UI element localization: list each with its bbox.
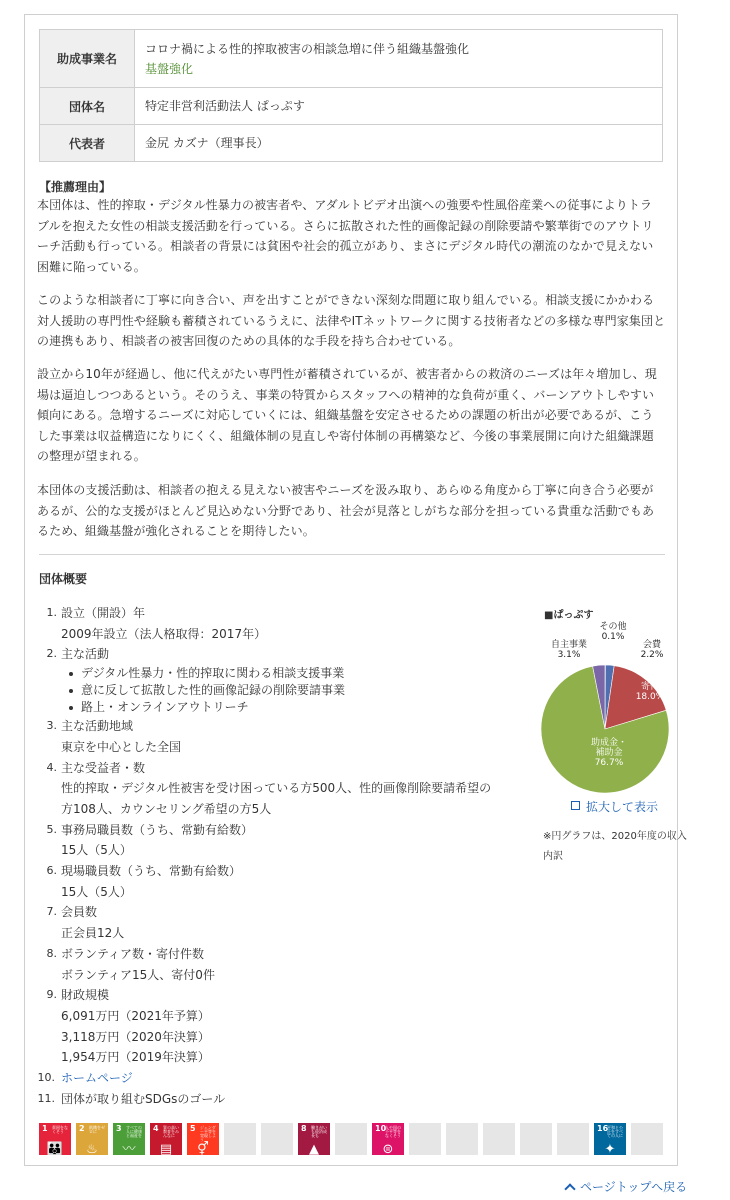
reason-paragraph-3 <box>37 364 667 467</box>
enlarge-label: 拡大して表示 <box>586 800 659 814</box>
project-name-cell <box>135 30 663 88</box>
page-top-link[interactable] <box>566 1178 687 1195</box>
sdg-goal-placeholder <box>335 1123 367 1155</box>
row-label-representative: 代表者 <box>40 125 135 162</box>
sdg-glyph: ⚥ <box>197 1142 209 1155</box>
list-item <box>39 1089 519 1110</box>
sdg-title: すべての人に健康と福祉を <box>126 1125 142 1138</box>
row-label-org: 団体名 <box>40 88 135 125</box>
sdg-number: 5 <box>190 1124 196 1133</box>
reason-paragraph-1 <box>37 195 667 277</box>
item-value: 3,118万円（2020年決算） <box>61 1029 210 1044</box>
item-label: 財政規模 <box>61 988 110 1003</box>
project-tag: 基盤強化 <box>145 61 194 76</box>
sdg-title: 飢餓をゼロに <box>89 1125 105 1134</box>
bullet-item: 路上・オンラインアウトリーチ <box>81 699 519 716</box>
item-label: 事務局職員数（うち、常勤有給数） <box>61 822 254 837</box>
sdg-goal-placeholder <box>631 1123 663 1155</box>
sdg-goal-placeholder <box>261 1123 293 1155</box>
pie-slice-value: 3.1% <box>557 650 581 660</box>
text-line: 場は逼迫しつつあるという。そのうえ、事業の特質からスタッフへの精神的な負荷が重く、バーンアウトしやすい <box>37 387 655 402</box>
sdg-number: 8 <box>301 1124 307 1133</box>
sdg-glyph: ♨ <box>86 1142 98 1155</box>
item-value: ボランティア15人、寄付0件 <box>61 967 215 982</box>
text-line: このような相談者に丁寧に向き合い、声を出すことができない深刻な問題に取り組んでいる。相談支援にかかわる <box>37 293 655 307</box>
enlarge-chart-link[interactable] <box>571 798 658 815</box>
item-label: ボランティア数・寄付件数 <box>61 946 205 961</box>
item-label: 会員数 <box>61 905 98 920</box>
homepage-link[interactable]: ホームページ <box>61 1071 133 1086</box>
list-item <box>39 1068 519 1089</box>
bullet-item: デジタル性暴力・性的搾取に関わる相談支援事業 <box>81 665 519 682</box>
item-label: 主な活動 <box>61 647 110 662</box>
text-line: ブルを抱えた女性の相談支援活動を行っている。さらに拡散された性的画像記録の削除要請や繁華街でのアウトリ <box>37 218 654 233</box>
sdg-goal-placeholder <box>520 1123 552 1155</box>
project-name: コロナ禍による性的搾取被害の相談急増に伴う組織基盤強化 <box>145 41 470 56</box>
chart-note: ※円グラフは、2020年度の収入内訳 <box>543 831 687 862</box>
text-line: 本団体は、性的搾取・デジタル性暴力の被害者や、アダルトビデオ出演への強要や性風俗産業への従事によりトラ <box>37 198 653 212</box>
row-label-project: 助成事業名 <box>40 30 135 88</box>
item-number: 1. <box>46 606 57 619</box>
reason-paragraph-2 <box>37 290 667 352</box>
activity-bullets <box>61 665 519 716</box>
item-number: 4. <box>46 760 57 774</box>
text-line: 傾向にある。急増するニーズに対応していくには、組織基盤を安定させるための課題の析出が必要であるが、こう <box>37 408 654 422</box>
item-number: 9. <box>46 988 57 1002</box>
item-value: 15人（5人） <box>61 884 132 899</box>
pie-slice-label: 自主事業 <box>550 640 588 650</box>
sdg-number: 1 <box>42 1124 48 1133</box>
sdg-goal-10-icon <box>372 1123 404 1155</box>
pie-slice-label: その他 <box>599 622 627 632</box>
list-item <box>39 603 519 644</box>
sdg-number: 16 <box>597 1124 609 1133</box>
pie-slice-label: 会費 <box>642 640 662 650</box>
text-line: ーチ活動も行っている。相談者の背景には貧困や社会的孤立があり、まさにデジタル時代の潮流のなかで見えない <box>37 239 654 253</box>
item-number: 10. <box>37 1071 55 1085</box>
content-frame <box>24 14 687 1166</box>
zoom-icon <box>571 801 580 810</box>
org-overview-list <box>39 603 519 1109</box>
list-item <box>39 716 519 757</box>
sdg-glyph: ▲ <box>309 1142 319 1155</box>
sdg-number: 2 <box>79 1124 85 1133</box>
item-label: 団体が取り組むSDGsのゴール <box>61 1091 226 1106</box>
sdg-goal-placeholder <box>557 1123 589 1155</box>
item-value: 方108人、カウンセリング希望の方5人 <box>61 801 272 816</box>
sdg-goal-4-icon <box>150 1123 182 1155</box>
sdg-goal-8-icon <box>298 1123 330 1155</box>
org-overview-heading: 団体概要 <box>39 572 88 586</box>
reason-paragraph-4 <box>37 480 667 542</box>
item-value: 2009年設立（法人格取得：2017年） <box>61 626 267 641</box>
text-line: の整理が望まれる。 <box>37 449 146 463</box>
sdg-glyph: 〰 <box>122 1142 136 1155</box>
sdg-goal-placeholder <box>409 1123 441 1155</box>
item-value: 15人（5人） <box>61 843 132 858</box>
bullet-item: 意に反して拡散した性的画像記録の削除要請事業 <box>81 682 519 699</box>
reason-heading: 【推薦理由】 <box>39 180 112 194</box>
sdg-goal-16-icon <box>594 1123 626 1155</box>
list-item <box>39 820 519 861</box>
list-item <box>39 758 519 820</box>
sdg-title: ジェンダー平等を実現しよう <box>200 1125 216 1142</box>
item-value: 正会員12人 <box>61 926 125 941</box>
item-label: 現場職員数（うち、常勤有給数） <box>61 864 242 879</box>
list-item <box>39 861 519 902</box>
sdg-title: 平和と公正をすべての人に <box>607 1125 623 1138</box>
text-line: した事業は収益構造になりにくく、組織体制の見直しや寄付体制の再構築など、今後の事業展開に向けた組織課題 <box>37 428 654 443</box>
item-number: 7. <box>46 905 57 919</box>
text-line: 本団体の支援活動は、相談者の抱える見えない被害やニーズを汲み取り、あらゆる角度から丁寧に向き合う必要が <box>37 483 654 497</box>
item-number: 11. <box>37 1091 55 1105</box>
list-item <box>39 944 519 985</box>
pie-slice-value: 2.2% <box>640 650 664 660</box>
list-item <box>39 985 519 1068</box>
sdg-glyph: ✦ <box>604 1142 616 1155</box>
pie-slice-value: 0.1% <box>601 632 625 642</box>
sdg-title: 人や国の不平等をなくそう <box>385 1125 401 1138</box>
sdg-goal-1-icon <box>39 1123 71 1155</box>
item-value: 6,091万円（2021年予算） <box>61 1008 210 1023</box>
sdg-goal-placeholder <box>446 1123 478 1155</box>
sdg-goal-2-icon <box>76 1123 108 1155</box>
sdg-glyph: ▤ <box>159 1142 173 1155</box>
text-line: の連携もあり、相談者の被害回復のための具体的な手段を持ち合わせている。 <box>37 334 461 348</box>
chevron-up-icon <box>564 1183 575 1194</box>
org-name: 特定非営利活動法人 ぱっぷす <box>135 88 663 125</box>
list-item <box>39 644 519 716</box>
table-row <box>40 30 663 88</box>
sdg-title: 貧困をなくそう <box>52 1125 68 1134</box>
item-number: 5. <box>46 822 57 836</box>
text-line: あるが、公的な支援がほとんど見込めない分野であり、社会が見落としがちな部分を担っている貴重な活動でもあ <box>37 503 655 518</box>
income-pie-chart[interactable] <box>525 617 685 797</box>
pie-slice-label: 補助金 <box>595 748 623 758</box>
pie-slice-label: 寄付 <box>640 682 660 692</box>
sdg-glyph: ⊜ <box>382 1142 394 1155</box>
table-row <box>40 125 663 162</box>
item-number: 6. <box>46 864 57 878</box>
page-top-label: ページトップへ戻る <box>580 1180 688 1194</box>
table-row <box>40 88 663 125</box>
item-number: 3. <box>46 719 57 733</box>
sdg-number: 4 <box>153 1124 159 1133</box>
item-value: 性的搾取・デジタル性被害を受け困っている方500人、性的画像削除要請希望の <box>61 781 492 796</box>
pie-slice-value: 76.7% <box>594 758 624 768</box>
item-label: 設立（開設）年 <box>61 606 146 620</box>
sdg-goal-placeholder <box>483 1123 515 1155</box>
item-label: 主な活動地域 <box>61 719 134 734</box>
grant-info-table <box>39 29 663 162</box>
text-line: 対人援助の専門性や経験も蓄積されているうえに、法律やITネットワークに関する技術者などの多様な専門家集団と <box>37 313 666 328</box>
sdg-goal-5-icon <box>187 1123 219 1155</box>
pie-slice-value: 18.0% <box>635 692 665 702</box>
item-number: 8. <box>46 946 57 960</box>
sdg-number: 3 <box>116 1124 122 1133</box>
list-item <box>39 902 519 943</box>
item-value: 1,954万円（2019年決算） <box>61 1050 210 1065</box>
pie-slice-label: 助成金・ <box>590 738 628 748</box>
sdg-goal-placeholder <box>224 1123 256 1155</box>
sdg-number: 10 <box>375 1124 387 1133</box>
sdg-title: 働きがいも経済成長も <box>311 1125 327 1138</box>
representative-name: 金尻 カズナ（理事長） <box>135 125 663 162</box>
item-value: 東京を中心とした全国 <box>61 739 182 754</box>
pie-chart-title: ■ぱっぷす <box>544 610 594 621</box>
item-number: 2. <box>46 647 57 661</box>
sdg-goal-3-icon <box>113 1123 145 1155</box>
section-divider <box>39 554 665 555</box>
text-line: るため、組織基盤が強化されることを期待したい。 <box>37 524 315 538</box>
sdg-title: 質の高い教育をみんなに <box>163 1125 179 1138</box>
item-label: 主な受益者・数 <box>61 760 146 775</box>
sdg-glyph: 👪 <box>46 1142 64 1155</box>
text-line: 困難に陥っている。 <box>37 259 146 274</box>
text-line: 設立から10年が経過し、他に代えがたい専門性が蓄積されているが、被害者からの救済のニーズは年々増加し、現 <box>37 367 657 381</box>
